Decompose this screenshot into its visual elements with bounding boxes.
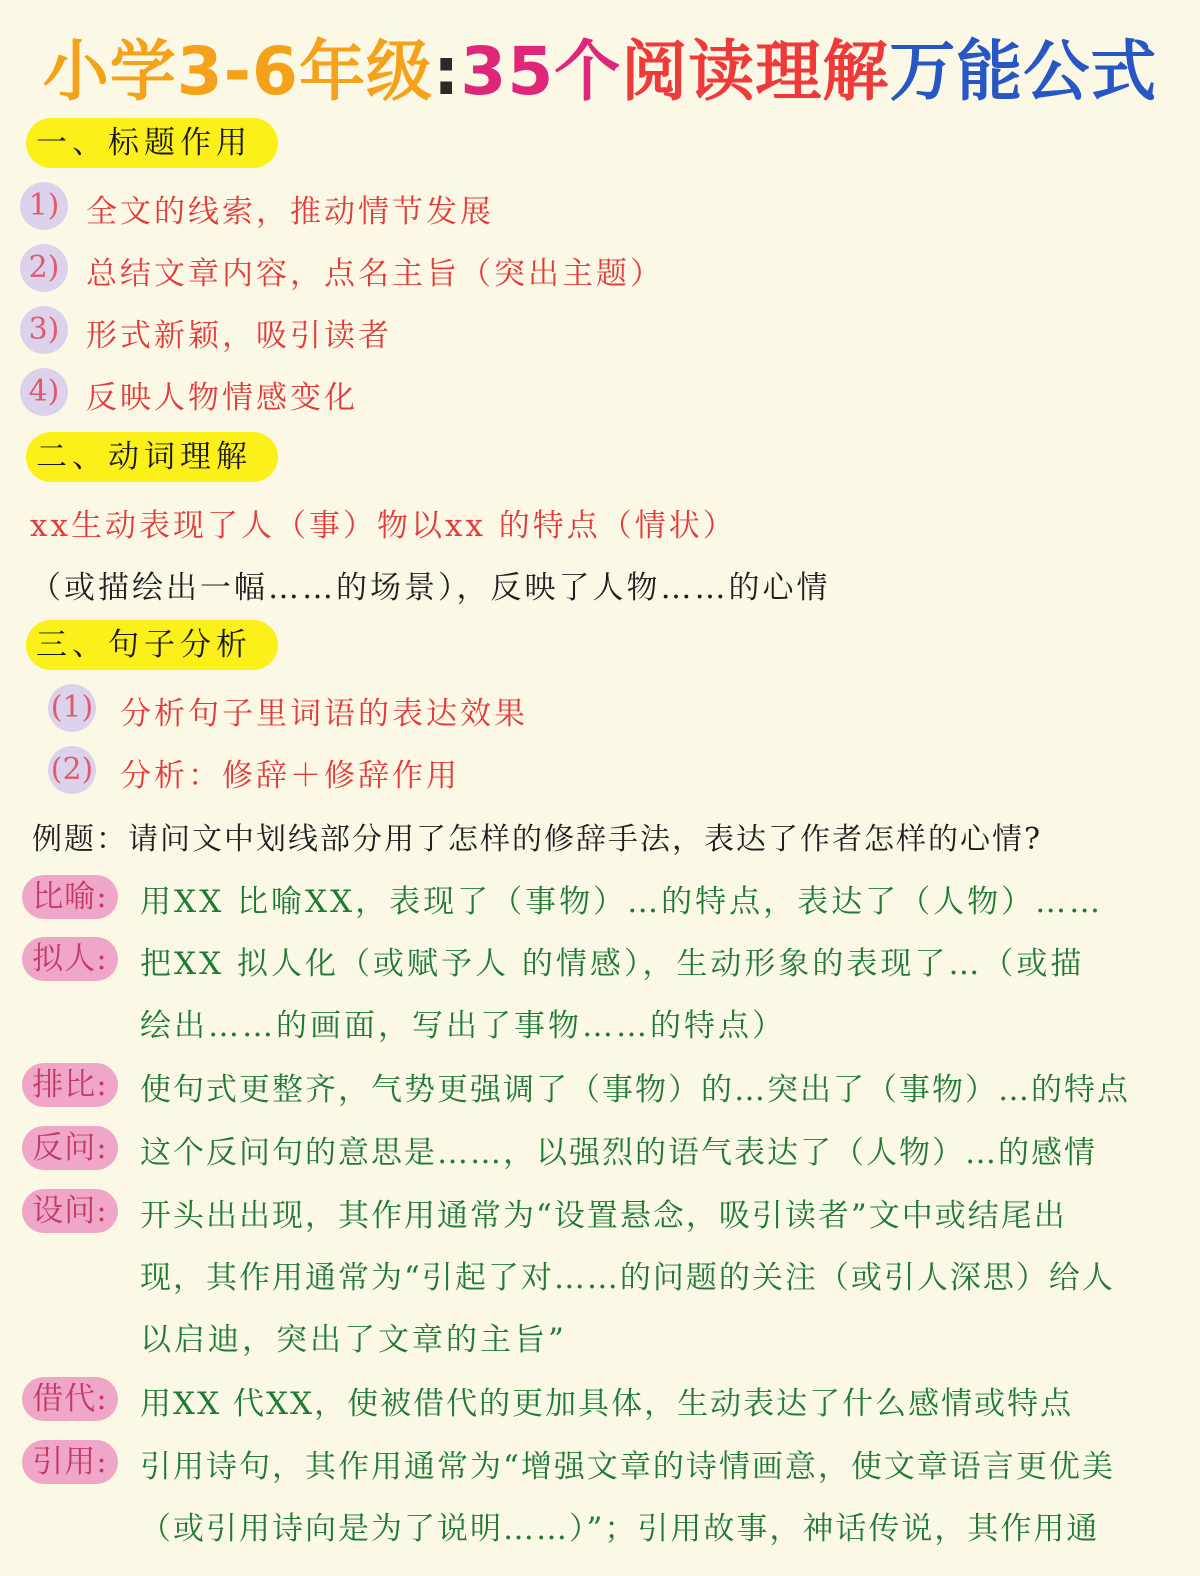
- item-text: 总结文章内容，点名主旨（突出主题）: [86, 256, 664, 292]
- item-text: 形式新颖，吸引读者: [86, 318, 392, 354]
- title-part-grade: 小学3-6年级: [42, 33, 433, 110]
- item-number: 2): [20, 244, 68, 292]
- rhetoric-tag-metonymy: 借代:: [22, 1377, 118, 1421]
- rhetoric-text: 以启迪，突出了文章的主旨”: [140, 1322, 567, 1358]
- rhetoric-tag-quotation: 引用:: [22, 1440, 118, 1484]
- rhetoric-tag-parallelism: 排比:: [22, 1063, 118, 1107]
- rhetoric-text: （或引用诗向是为了说明……）”；引用故事，神话传说，其作用通: [140, 1511, 1100, 1547]
- rhetoric-tag-metaphor: 比喻:: [22, 875, 118, 919]
- rhetoric-text: 用XX 代XX，使被借代的更加具体，生动表达了什么感情或特点: [140, 1386, 1074, 1422]
- rhetoric-tag-rhetorical-question: 反问:: [22, 1126, 118, 1170]
- item-number: 1): [20, 182, 68, 230]
- verb-formula-line: xx生动表现了人（事）物以xx 的特点（情状）: [30, 508, 737, 544]
- rhetoric-text: 把XX 拟人化（或赋予人 的情感），生动形象的表现了…（或描: [140, 946, 1085, 982]
- section-heading-title-function: 一、标题作用: [26, 118, 278, 168]
- rhetoric-tag-personification: 拟人:: [22, 937, 118, 981]
- item-number: (2): [48, 746, 96, 794]
- rhetoric-text: 引用诗句，其作用通常为“增强文章的诗情画意，使文章语言更优美: [140, 1449, 1115, 1485]
- item-text: 分析：修辞＋修辞作用: [120, 758, 460, 794]
- item-number: 4): [20, 368, 68, 416]
- rhetoric-text: 绘出……的画面，写出了事物……的特点）: [140, 1008, 786, 1044]
- rhetoric-text: 使句式更整齐，气势更强调了（事物）的…突出了（事物）…的特点: [140, 1072, 1130, 1108]
- verb-formula-line-2: （或描绘出一幅……的场景），反映了人物……的心情: [30, 570, 831, 606]
- rhetoric-tag-self-question: 设问:: [22, 1189, 118, 1233]
- title-part-count: 35个: [460, 33, 622, 110]
- section-heading-verb: 二、动词理解: [26, 432, 278, 482]
- section-heading-sentence: 三、句子分析: [26, 620, 278, 670]
- title-part-formula: 万能公式: [889, 33, 1158, 110]
- rhetoric-text: 用XX 比喻XX，表现了（事物）…的特点，表达了（人物）……: [140, 884, 1104, 920]
- item-number: 3): [20, 306, 68, 354]
- page-title: [0, 18, 1200, 113]
- rhetoric-text: 开头出出现，其作用通常为“设置悬念，吸引读者”文中或结尾出: [140, 1198, 1067, 1234]
- rhetoric-text: 现，其作用通常为“引起了对……的问题的关注（或引人深思）给人: [140, 1260, 1115, 1296]
- example-question: 例题：请问文中划线部分用了怎样的修辞手法，表达了作者怎样的心情?: [32, 822, 1043, 857]
- title-colon: :: [432, 33, 461, 110]
- title-part-reading: 阅读理解: [621, 33, 890, 110]
- item-text: 反映人物情感变化: [86, 380, 358, 416]
- item-text: 全文的线索，推动情节发展: [86, 194, 494, 230]
- rhetoric-text: 这个反问句的意思是……，以强烈的语气表达了（人物）…的感情: [140, 1135, 1097, 1171]
- item-number: (1): [48, 684, 96, 732]
- item-text: 分析句子里词语的表达效果: [120, 696, 528, 732]
